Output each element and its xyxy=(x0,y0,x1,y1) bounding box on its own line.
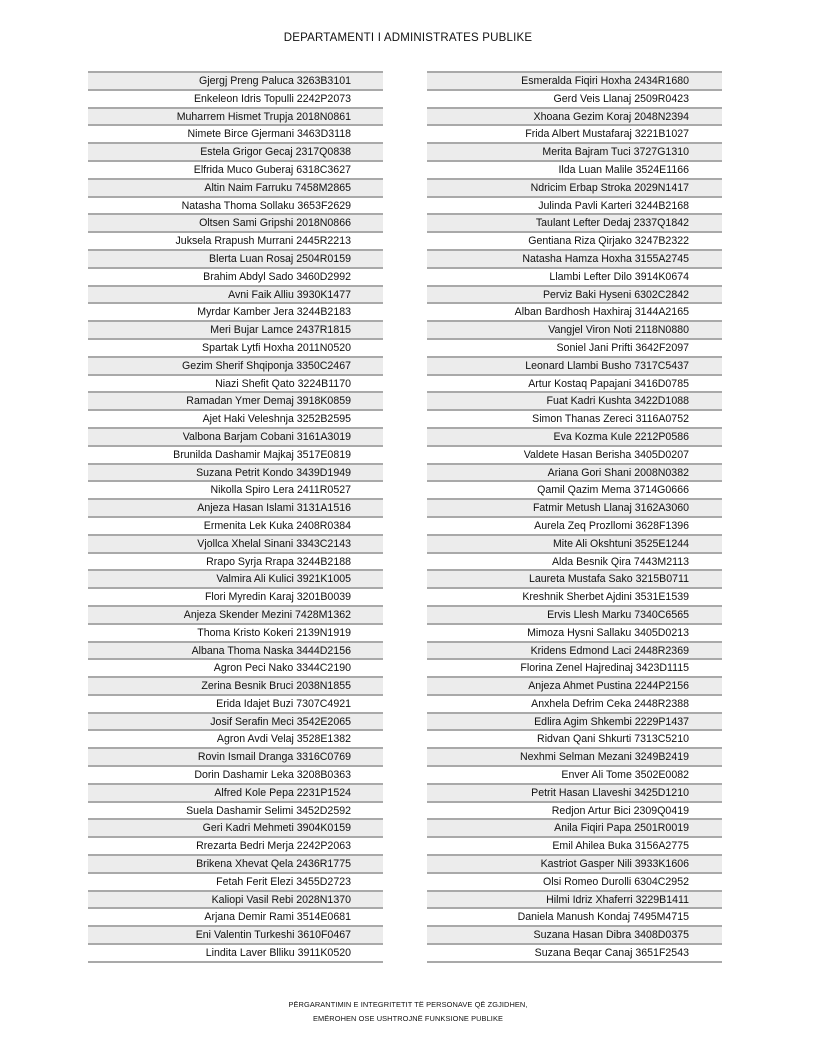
list-item: Josif Serafin Meci 3542E2065 xyxy=(88,714,383,732)
list-item: Taulant Lefter Dedaj 2337Q1842 xyxy=(427,215,722,233)
list-item: Ermenita Lek Kuka 2408R0384 xyxy=(88,518,383,536)
list-item: Merita Bajram Tuci 3727G1310 xyxy=(427,144,722,162)
list-item: Natasha Hamza Hoxha 3155A2745 xyxy=(427,251,722,269)
list-item: Erida Idajet Buzi 7307C4921 xyxy=(88,696,383,714)
list-item: Valbona Barjam Cobani 3161A3019 xyxy=(88,429,383,447)
list-item: Zerina Besnik Bruci 2038N1855 xyxy=(88,678,383,696)
list-item: Kreshnik Sherbet Ajdini 3531E1539 xyxy=(427,589,722,607)
list-item: Ariana Gori Shani 2008N0382 xyxy=(427,465,722,483)
list-item: Brikena Xhevat Qela 2436R1775 xyxy=(88,856,383,874)
list-item: Nikolla Spiro Lera 2411R0527 xyxy=(88,482,383,500)
list-item: Vjollca Xhelal Sinani 3343C2143 xyxy=(88,536,383,554)
list-item: Artur Kostaq Papajani 3416D0785 xyxy=(427,376,722,394)
list-item: Perviz Baki Hyseni 6302C2842 xyxy=(427,287,722,305)
list-item: Rovin Ismail Dranga 3316C0769 xyxy=(88,749,383,767)
list-item: Valmira Ali Kulici 3921K1005 xyxy=(88,571,383,589)
list-item: Rrezarta Bedri Merja 2242P2063 xyxy=(88,838,383,856)
list-item: Dorin Dashamir Leka 3208B0363 xyxy=(88,767,383,785)
list-item: Altin Naim Farruku 7458M2865 xyxy=(88,180,383,198)
list-item: Blerta Luan Rosaj 2504R0159 xyxy=(88,251,383,269)
list-item: Mimoza Hysni Sallaku 3405D0213 xyxy=(427,625,722,643)
list-item: Emil Ahilea Buka 3156A2775 xyxy=(427,838,722,856)
list-item: Ridvan Qani Shkurti 7313C5210 xyxy=(427,731,722,749)
list-item: Juksela Rrapush Murrani 2445R2213 xyxy=(88,233,383,251)
list-item: Valdete Hasan Berisha 3405D0207 xyxy=(427,447,722,465)
list-item: Brunilda Dashamir Majkaj 3517E0819 xyxy=(88,447,383,465)
list-item: Gentiana Riza Qirjako 3247B2322 xyxy=(427,233,722,251)
list-item: Anxhela Defrim Ceka 2448R2388 xyxy=(427,696,722,714)
list-item: Anjeza Ahmet Pustina 2244P2156 xyxy=(427,678,722,696)
footer-line-2: EMËROHEN OSE USHTROJNË FUNKSIONE PUBLIKE xyxy=(312,1014,504,1023)
list-item: Fetah Ferit Elezi 3455D2723 xyxy=(88,874,383,892)
list-item: Enkeleon Idris Topulli 2242P2073 xyxy=(88,91,383,109)
list-item: Llambi Lefter Dilo 3914K0674 xyxy=(427,269,722,287)
list-item: Rrapo Syrja Rrapa 3244B2188 xyxy=(88,554,383,572)
page-title: DEPARTAMENTI I ADMINISTRATES PUBLIKE xyxy=(283,32,533,44)
list-item: Aurela Zeq Prozllomi 3628F1396 xyxy=(427,518,722,536)
list-item: Anjeza Hasan Islami 3131A1516 xyxy=(88,500,383,518)
right-name-list xyxy=(427,71,722,963)
footer xyxy=(0,998,816,1026)
list-item: Agron Avdi Velaj 3528E1382 xyxy=(88,731,383,749)
list-item: Arjana Demir Rami 3514E0681 xyxy=(88,909,383,927)
left-name-list xyxy=(88,71,383,963)
list-item: Spartak Lytfi Hoxha 2011N0520 xyxy=(88,340,383,358)
list-item: Ramadan Ymer Demaj 3918K0859 xyxy=(88,393,383,411)
list-item: Ervis Llesh Marku 7340C6565 xyxy=(427,607,722,625)
list-item: Fuat Kadri Kushta 3422D1088 xyxy=(427,393,722,411)
list-item: Brahim Abdyl Sado 3460D2992 xyxy=(88,269,383,287)
list-item: Myrdar Kamber Jera 3244B2183 xyxy=(88,304,383,322)
list-item: Simon Thanas Zereci 3116A0752 xyxy=(427,411,722,429)
list-item: Thoma Kristo Kokeri 2139N1919 xyxy=(88,625,383,643)
list-item: Soniel Jani Prifti 3642F2097 xyxy=(427,340,722,358)
list-item: Redjon Artur Bici 2309Q0419 xyxy=(427,803,722,821)
list-item: Edlira Agim Shkembi 2229P1437 xyxy=(427,714,722,732)
list-item: Gezim Sherif Shqiponja 3350C2467 xyxy=(88,358,383,376)
list-item: Kaliopi Vasil Rebi 2028N1370 xyxy=(88,892,383,910)
list-item: Ilda Luan Malile 3524E1166 xyxy=(427,162,722,180)
list-item: Mite Ali Okshtuni 3525E1244 xyxy=(427,536,722,554)
list-item: Florina Zenel Hajredinaj 3423D1115 xyxy=(427,660,722,678)
list-item: Qamil Qazim Mema 3714G0666 xyxy=(427,482,722,500)
list-item: Suzana Hasan Dibra 3408D0375 xyxy=(427,927,722,945)
list-item: Estela Grigor Gecaj 2317Q0838 xyxy=(88,144,383,162)
list-item: Frida Albert Mustafaraj 3221B1027 xyxy=(427,126,722,144)
list-item: Vangjel Viron Noti 2118N0880 xyxy=(427,322,722,340)
list-item: Eva Kozma Kule 2212P0586 xyxy=(427,429,722,447)
list-item: Kastriot Gasper Nili 3933K1606 xyxy=(427,856,722,874)
list-item: Gjergj Preng Paluca 3263B3101 xyxy=(88,73,383,91)
list-item: Geri Kadri Mehmeti 3904K0159 xyxy=(88,820,383,838)
list-item: Lindita Laver Blliku 3911K0520 xyxy=(88,945,383,963)
list-item: Suzana Petrit Kondo 3439D1949 xyxy=(88,465,383,483)
list-item: Agron Peci Nako 3344C2190 xyxy=(88,660,383,678)
list-item: Nexhmi Selman Mezani 3249B2419 xyxy=(427,749,722,767)
list-item: Ajet Haki Veleshnja 3252B2595 xyxy=(88,411,383,429)
list-item: Olsi Romeo Durolli 6304C2952 xyxy=(427,874,722,892)
list-item: Muharrem Hismet Trupja 2018N0861 xyxy=(88,109,383,127)
list-item: Avni Faik Alliu 3930K1477 xyxy=(88,287,383,305)
list-item: Enver Ali Tome 3502E0082 xyxy=(427,767,722,785)
list-item: Suela Dashamir Selimi 3452D2592 xyxy=(88,803,383,821)
list-item: Julinda Pavli Karteri 3244B2168 xyxy=(427,198,722,216)
list-item: Leonard Llambi Busho 7317C5437 xyxy=(427,358,722,376)
list-item: Alfred Kole Pepa 2231P1524 xyxy=(88,785,383,803)
list-item: Alda Besnik Qira 7443M2113 xyxy=(427,554,722,572)
list-item: Alban Bardhosh Haxhiraj 3144A2165 xyxy=(427,304,722,322)
list-item: Elfrida Muco Guberaj 6318C3627 xyxy=(88,162,383,180)
list-item: Kridens Edmond Laci 2448R2369 xyxy=(427,643,722,661)
list-item: Natasha Thoma Sollaku 3653F2629 xyxy=(88,198,383,216)
list-item: Anila Fiqiri Papa 2501R0019 xyxy=(427,820,722,838)
list-item: Oltsen Sami Gripshi 2018N0866 xyxy=(88,215,383,233)
list-item: Laureta Mustafa Sako 3215B0711 xyxy=(427,571,722,589)
list-item: Meri Bujar Lamce 2437R1815 xyxy=(88,322,383,340)
list-item: Xhoana Gezim Koraj 2048N2394 xyxy=(427,109,722,127)
list-item: Suzana Beqar Canaj 3651F2543 xyxy=(427,945,722,963)
list-item: Esmeralda Fiqiri Hoxha 2434R1680 xyxy=(427,73,722,91)
list-item: Albana Thoma Naska 3444D2156 xyxy=(88,643,383,661)
list-item: Daniela Manush Kondaj 7495M4715 xyxy=(427,909,722,927)
list-item: Niazi Shefit Qato 3224B1170 xyxy=(88,376,383,394)
list-item: Flori Myredin Karaj 3201B0039 xyxy=(88,589,383,607)
footer-line-1: PËRGARANTIMIN E INTEGRITETIT TË PERSONAVE QË ZGJIDHEN, xyxy=(288,1000,528,1009)
list-item: Hilmi Idriz Xhaferri 3229B1411 xyxy=(427,892,722,910)
list-item: Anjeza Skender Mezini 7428M1362 xyxy=(88,607,383,625)
list-item: Eni Valentin Turkeshi 3610F0467 xyxy=(88,927,383,945)
list-item: Nimete Birce Gjermani 3463D3118 xyxy=(88,126,383,144)
list-item: Fatmir Metush Llanaj 3162A3060 xyxy=(427,500,722,518)
list-item: Petrit Hasan Llaveshi 3425D1210 xyxy=(427,785,722,803)
list-item: Ndricim Erbap Stroka 2029N1417 xyxy=(427,180,722,198)
list-item: Gerd Veis Llanaj 2509R0423 xyxy=(427,91,722,109)
